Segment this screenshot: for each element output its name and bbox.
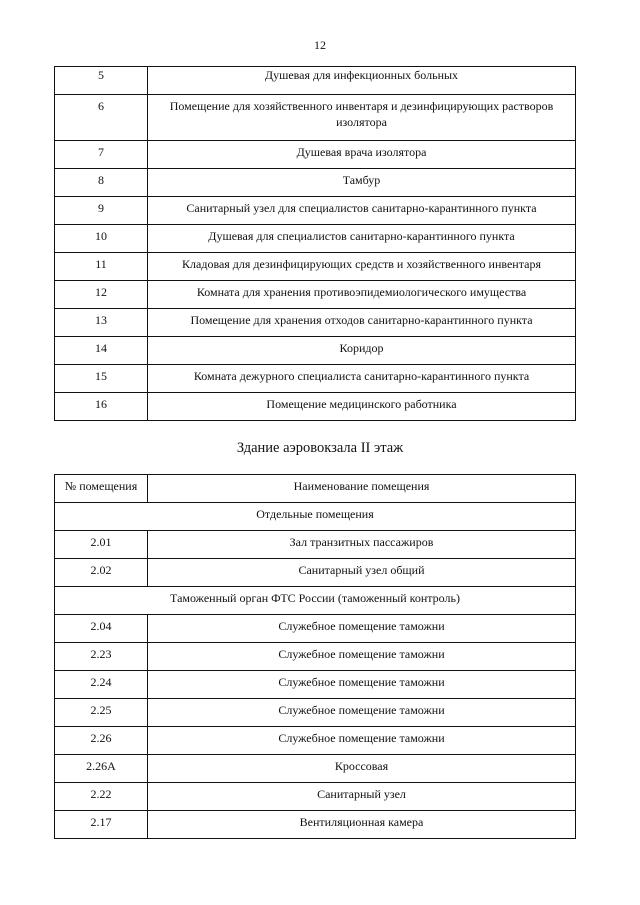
room-name-cell: Кроссовая — [148, 755, 576, 783]
room-name-cell: Комната для хранения противоэпидемиологического имущества — [148, 281, 576, 309]
room-name-cell: Комната дежурного специалиста санитарно-карантинного пункта — [148, 365, 576, 393]
table-row — [55, 671, 576, 699]
room-number-cell: 9 — [55, 197, 148, 225]
room-number-cell: 2.22 — [55, 783, 148, 811]
group-row — [55, 503, 576, 531]
room-number-cell: 14 — [55, 337, 148, 365]
room-number-cell: 2.26А — [55, 755, 148, 783]
room-name-cell: Служебное помещение таможни — [148, 643, 576, 671]
room-name-cell: Санитарный узел — [148, 783, 576, 811]
table-row — [55, 615, 576, 643]
room-name-cell: Служебное помещение таможни — [148, 699, 576, 727]
room-name-cell: Помещение для хозяйственного инвентаря и дезинфицирующих растворов изолятора — [148, 95, 576, 141]
room-number-cell: 10 — [55, 225, 148, 253]
table-row — [55, 559, 576, 587]
room-name-cell: Душевая для специалистов санитарно-карантинного пункта — [148, 225, 576, 253]
group-label: Отдельные помещения — [55, 503, 576, 531]
room-number-cell: 6 — [55, 95, 148, 141]
room-number-cell: 2.01 — [55, 531, 148, 559]
room-name-cell: Душевая врача изолятора — [148, 141, 576, 169]
room-name-cell: Кладовая для дезинфицирующих средств и хозяйственного инвентаря — [148, 253, 576, 281]
room-name-cell: Служебное помещение таможни — [148, 727, 576, 755]
table-row — [55, 309, 576, 337]
room-name-cell: Зал транзитных пассажиров — [148, 531, 576, 559]
group-label: Таможенный орган ФТС России (таможенный контроль) — [55, 587, 576, 615]
room-number-cell: 13 — [55, 309, 148, 337]
column-header-number: № помещения — [55, 475, 148, 503]
table-row — [55, 755, 576, 783]
room-name-cell: Служебное помещение таможни — [148, 615, 576, 643]
room-number-cell: 16 — [55, 393, 148, 421]
table-row — [55, 253, 576, 281]
table-row — [55, 141, 576, 169]
table-row — [55, 783, 576, 811]
page-number: 12 — [314, 38, 326, 52]
room-number-cell: 2.23 — [55, 643, 148, 671]
table-row — [55, 169, 576, 197]
table-header-row — [55, 475, 576, 503]
table-row — [55, 643, 576, 671]
room-name-cell: Служебное помещение таможни — [148, 671, 576, 699]
room-name-cell: Санитарный узел для специалистов санитарно-карантинного пункта — [148, 197, 576, 225]
table-row — [55, 95, 576, 141]
rooms-table-continued — [54, 66, 576, 421]
table-row — [55, 337, 576, 365]
table-row — [55, 699, 576, 727]
table-row — [55, 811, 576, 839]
room-number-cell: 2.25 — [55, 699, 148, 727]
table-row — [55, 67, 576, 95]
room-number-cell: 5 — [55, 67, 148, 95]
room-number-cell: 11 — [55, 253, 148, 281]
group-row — [55, 587, 576, 615]
room-number-cell: 2.26 — [55, 727, 148, 755]
table-row — [55, 281, 576, 309]
room-number-cell: 12 — [55, 281, 148, 309]
table-row — [55, 365, 576, 393]
table-row — [55, 197, 576, 225]
room-name-cell: Душевая для инфекционных больных — [148, 67, 576, 95]
section-heading: Здание аэровокзала II этаж — [236, 440, 404, 456]
room-name-cell: Тамбур — [148, 169, 576, 197]
rooms-table-second-floor — [54, 474, 576, 839]
room-number-cell: 8 — [55, 169, 148, 197]
table-row — [55, 225, 576, 253]
table-row — [55, 531, 576, 559]
room-name-cell: Помещение медицинского работника — [148, 393, 576, 421]
column-header-name: Наименование помещения — [148, 475, 576, 503]
room-number-cell: 15 — [55, 365, 148, 393]
room-number-cell: 2.02 — [55, 559, 148, 587]
room-name-cell: Коридор — [148, 337, 576, 365]
table-row — [55, 727, 576, 755]
room-name-cell: Вентиляционная камера — [148, 811, 576, 839]
table-row — [55, 393, 576, 421]
room-number-cell: 7 — [55, 141, 148, 169]
room-number-cell: 2.04 — [55, 615, 148, 643]
room-name-cell: Санитарный узел общий — [148, 559, 576, 587]
room-number-cell: 2.24 — [55, 671, 148, 699]
room-number-cell: 2.17 — [55, 811, 148, 839]
room-name-cell: Помещение для хранения отходов санитарно-карантинного пункта — [148, 309, 576, 337]
